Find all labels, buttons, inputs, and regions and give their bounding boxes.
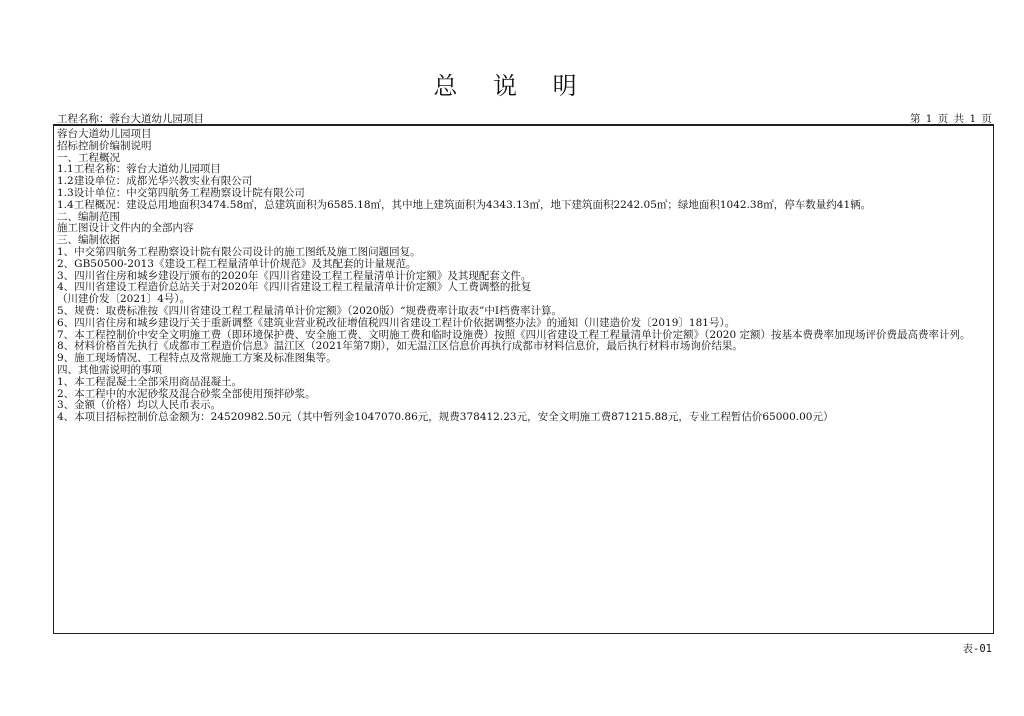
body-line: 1.3设计单位：中交第四航务工程勘察设计院有限公司 (57, 186, 305, 199)
body-line: 1.2建设单位：成都光华兴教实业有限公司 (57, 175, 253, 188)
body-line: 9、施工现场情况、工程特点及常规施工方案及标准图集等。 (57, 352, 337, 365)
body-line: 6、四川省住房和城乡建设厅关于重新调整《建筑业营业税改征增值税四川省建设工程计价依据调整办法》的通知（川建造价发〔2019〕181号）。 (57, 316, 736, 329)
body-line: 3、金额（价格）均以人民币表示。 (57, 399, 222, 412)
body-line: 4、本项目招标控制价总金额为：24520982.50元（其中暂列金1047070.86元，规费378412.23元，安全文明施工费871215.88元，专业工程暂估价65000.00元） (57, 411, 834, 424)
page-title: 总 说 明 (433, 72, 591, 100)
body-line: 2、GB50500-2013《建设工程工程量清单计价规范》及其配套的计量规范。 (57, 257, 417, 270)
description-body (57, 129, 989, 424)
body-line: 施工图设计文件内的全部内容 (57, 222, 194, 235)
body-line: 4、四川省建设工程造价总站关于对2020年《四川省建设工程工程量清单计价定额》人工费调整的批复 (57, 281, 532, 294)
body-line: 一、工程概况 (57, 151, 120, 164)
content-frame (53, 124, 994, 634)
body-line: 三、编制依据 (57, 234, 120, 247)
project-name-label: 工程名称：蓉台大道幼儿园项目 (57, 113, 204, 125)
page-count: 第 1 页 共 1 页 (909, 113, 992, 125)
body-line: 二、编制范围 (57, 210, 120, 223)
body-line: 1、中交第四航务工程勘察设计院有限公司设计的施工图纸及施工图问题回复。 (57, 245, 421, 258)
body-line: 3、四川省住房和城乡建设厅颁布的2020年《四川省建设工程工程量清单计价定额》及其现配套文件。 (57, 269, 532, 282)
body-line: 2、本工程中的水泥砂浆及混合砂浆全部使用预拌砂浆。 (57, 387, 316, 400)
body-line: （川建价发〔2021〕4号）。 (57, 293, 191, 306)
body-line: 1.4工程概况：建设总用地面积3474.58㎡，总建筑面积为6585.18㎡，其中地上建筑面积为4343.13㎡，地下建筑面积2242.05㎡；绿地面积1042.38㎡，停车数量约41辆。 (57, 198, 872, 211)
form-code: 表-01 (962, 643, 992, 655)
body-line: 5、规费：取费标准按《四川省建设工程工程量清单计价定额》（2020版）“规费费率计取表”中Ⅰ档费率计算。 (57, 304, 563, 317)
body-line: 四、其他需说明的事项 (57, 363, 162, 376)
body-line: 蓉台大道幼儿园项目 (57, 128, 152, 140)
body-line: 1、本工程混凝土全部采用商品混凝土。 (57, 375, 243, 388)
body-line: 1.1工程名称：蓉台大道幼儿园项目 (57, 163, 221, 176)
body-line: 8、材料价格首先执行《成都市工程造价信息》温江区（2021年第7期），如无温江区信息价再执行成都市材料信息价，最后执行材料市场询价结果。 (57, 340, 743, 353)
body-line: 7、本工程控制价中安全文明施工费（即环境保护费、安全施工费、文明施工费和临时设施费）按照《四川省建设工程工程量清单计价定额》（2020 定额）按基本费费率加现场评价费最高费率计列。 (57, 328, 971, 341)
body-line: 招标控制价编制说明 (57, 139, 152, 152)
